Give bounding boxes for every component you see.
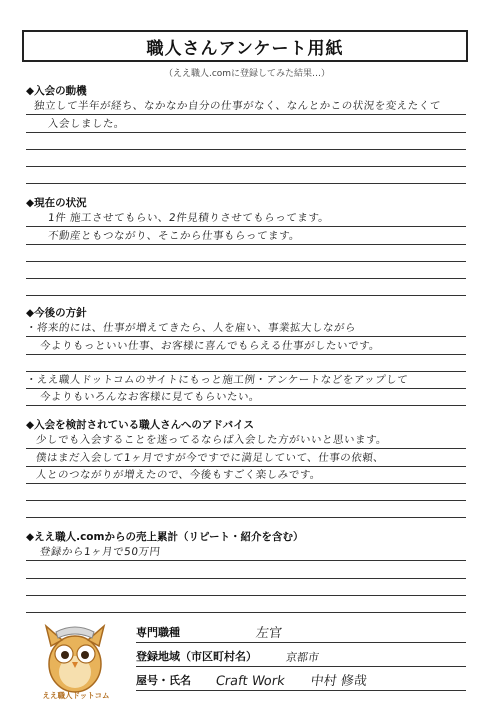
section-future-plan xyxy=(26,306,466,406)
handwritten-text: 1件 施工させてもらい、2件見積りさせてもらってます。 xyxy=(47,212,330,225)
answer-line xyxy=(26,98,466,115)
footer-row-trade xyxy=(136,622,466,643)
footer-value: Craft Work 中村 修哉 xyxy=(214,674,368,689)
section-motivation xyxy=(26,84,466,184)
answer-line xyxy=(26,501,466,518)
answer-line xyxy=(26,150,466,167)
section-sales-total xyxy=(26,530,466,613)
form-title-text: 職人さんアンケート用紙 xyxy=(146,38,344,59)
handwritten-text: ・ええ職人ドットコムのサイトにもっと施工例・アンケートなどをアップして xyxy=(25,374,409,387)
answer-line xyxy=(26,279,466,296)
answer-line xyxy=(26,262,466,279)
footer-value: 京都市 xyxy=(285,651,320,664)
section-heading: ◆現在の状況 xyxy=(26,197,87,209)
handwritten-text: 僕はまだ入会して1ヶ月ですが今ですでに満足していて、仕事の依頼、 xyxy=(35,451,385,464)
answer-line xyxy=(26,167,466,184)
section-current-status xyxy=(26,196,466,296)
answer-line xyxy=(26,484,466,501)
handwritten-text: 不動産ともつながり、そこから仕事もらってます。 xyxy=(47,229,301,242)
answer-line xyxy=(26,389,466,406)
answer-line xyxy=(26,320,466,337)
footer-value: 左官 xyxy=(254,626,283,641)
section-heading: ◆今後の方針 xyxy=(26,307,87,319)
answer-line xyxy=(26,355,466,372)
section-heading: ◆入会を検討されている職人さんへのアドバイス xyxy=(26,419,255,431)
answer-line xyxy=(26,115,466,132)
handwritten-text: 今よりもっといい仕事、お客様に喜んでもらえる仕事がしたいです。 xyxy=(39,339,381,352)
answer-line xyxy=(26,561,466,578)
handwritten-text: ・将来的には、仕事が増えてきたら、人を雇い、事業拡大しながら xyxy=(25,322,357,335)
section-advice xyxy=(26,418,466,518)
footer-label: 登録地域（市区町村名） xyxy=(136,650,257,663)
answer-line xyxy=(26,337,466,354)
logo-text: ええ職人ドットコム xyxy=(42,691,110,700)
answer-line xyxy=(26,133,466,150)
answer-line xyxy=(26,467,466,484)
footer-row-name xyxy=(136,670,466,691)
section-heading: ◆ええ職人.comからの売上累計（リピート・紹介を含む） xyxy=(26,531,304,543)
footer-row-region xyxy=(136,646,466,667)
answer-line xyxy=(26,579,466,596)
handwritten-text: 今よりもいろんなお客様に見てもらいたい。 xyxy=(39,391,261,404)
footer-label: 専門職種 xyxy=(136,626,180,639)
answer-line xyxy=(26,596,466,613)
handwritten-text: 独立して半年が経ち、なかなか自分の仕事がなく、なんとかこの状況を変えたくて xyxy=(33,100,442,113)
answer-line xyxy=(26,210,466,227)
section-heading: ◆入会の動機 xyxy=(26,85,87,97)
answer-line xyxy=(26,544,466,561)
handwritten-text: 登録から1ヶ月で50万円 xyxy=(39,546,162,559)
handwritten-text: 人とのつながりが増えたので、今後もすごく楽しみです。 xyxy=(35,468,322,481)
answer-line xyxy=(26,432,466,449)
footer-label: 屋号・氏名 xyxy=(136,674,191,687)
form-title xyxy=(22,30,468,62)
form-subtitle: （ええ職人.comに登録してみた結果…） xyxy=(163,69,331,79)
handwritten-text: 入会しました。 xyxy=(47,117,126,130)
answer-line xyxy=(26,372,466,389)
answer-line xyxy=(26,227,466,244)
answer-line xyxy=(26,449,466,466)
answer-line xyxy=(26,245,466,262)
handwritten-text: 少しでも入会することを迷ってるならば入会した方がいいと思います。 xyxy=(35,434,388,447)
